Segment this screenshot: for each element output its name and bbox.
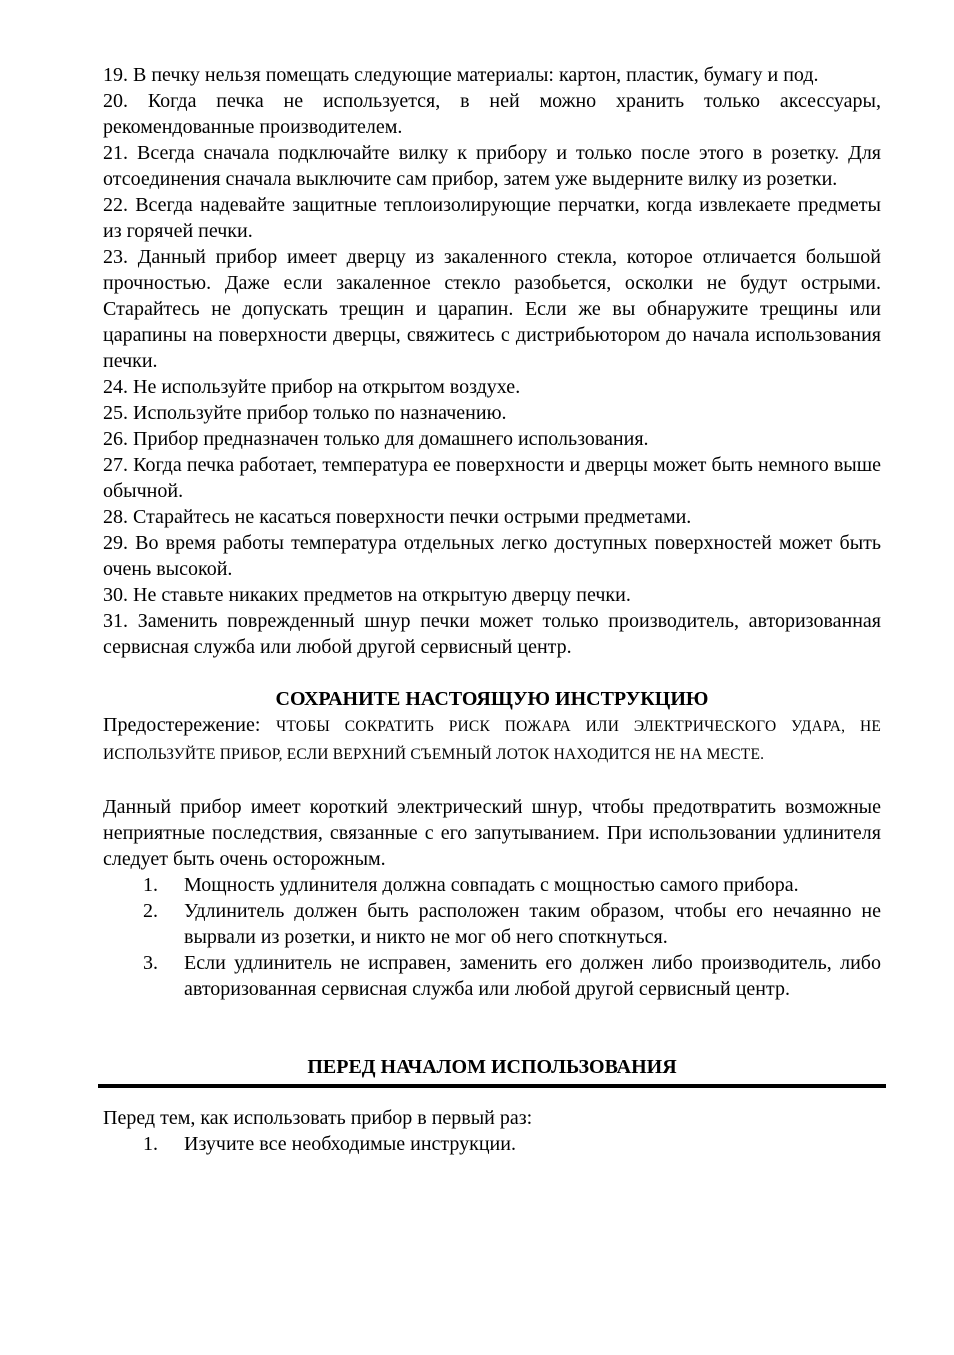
safety-item-19: 19. В печку нельзя помещать следующие материалы: картон, пластик, бумагу и под. <box>103 64 819 86</box>
list-item <box>103 1131 881 1157</box>
list-text: Если удлинитель не исправен, заменить его должен либо производитель, либо авторизованная сервисная служба или любой другой сервисный центр. <box>184 952 881 1000</box>
list-number: 1. <box>143 1133 158 1155</box>
list-item <box>103 898 881 950</box>
safety-item-23: 23. Данный прибор имеет дверцу из закаленного стекла, которое отличается большой прочностью. Даже если закаленное стекло разобьется, осколки не будут острыми. Старайтесь не допускать трещин и царапин. Если же вы обнаружите трещины или царапины на поверхности дверцы, свяжитесь с дистрибьютором до начала использования печки. <box>103 246 881 372</box>
safety-item-30: 30. Не ставьте никаких предметов на открытую дверцу печки. <box>103 584 631 606</box>
before-use-heading: ПЕРЕД НАЧАЛОМ ИСПОЛЬЗОВАНИЯ <box>307 1056 677 1078</box>
caution-label: Предостережение: <box>103 714 261 736</box>
safety-item-22: 22. Всегда надевайте защитные теплоизолирующие перчатки, когда извлекаете предметы из горячей печки. <box>103 194 881 242</box>
cord-list <box>103 872 881 1002</box>
list-item <box>103 950 881 1002</box>
list-number: 1. <box>143 874 158 896</box>
cord-intro-paragraph: Данный прибор имеет короткий электрический шнур, чтобы предотвратить возможные неприятные последствия, связанные с его запутыванием. При использовании удлинителя следует быть очень осторожным. <box>103 796 881 870</box>
before-use-intro: Перед тем, как использовать прибор в первый раз: <box>103 1107 533 1129</box>
safety-item-24: 24. Не используйте прибор на открытом воздухе. <box>103 376 521 398</box>
safety-item-31: 31. Заменить поврежденный шнур печки может только производитель, авторизованная сервисная служба или любой другой сервисный центр. <box>103 610 881 658</box>
caution-text: ЧТОБЫ СОКРАТИТЬ РИСК ПОЖАРА ИЛИ ЭЛЕКТРИЧЕСКОГО УДАРА, НЕ ИСПОЛЬЗУЙТЕ ПРИБОР, ЕСЛИ ВЕРХНИЙ СЪЕМНЫЙ ЛОТОК НАХОДИТСЯ НЕ НА МЕСТЕ. <box>103 718 882 763</box>
safety-item-27: 27. Когда печка работает, температура ее поверхности и дверцы может быть немного выше обычной. <box>103 454 881 502</box>
list-number: 3. <box>143 952 158 974</box>
list-text: Изучите все необходимые инструкции. <box>184 1133 516 1155</box>
list-number: 2. <box>143 900 158 922</box>
list-text: Мощность удлинителя должна совпадать с мощностью самого прибора. <box>184 874 799 896</box>
heading-divider <box>98 1084 886 1088</box>
safety-item-20: 20. Когда печка не используется, в ней можно хранить только аксессуары, рекомендованные производителем. <box>103 90 881 138</box>
list-item <box>103 872 881 898</box>
caution-paragraph <box>103 712 881 768</box>
safety-item-26: 26. Прибор предназначен только для домашнего использования. <box>103 428 649 450</box>
safety-item-21: 21. Всегда сначала подключайте вилку к прибору и только после этого в розетку. Для отсоединения сначала выключите сам прибор, затем уже выдерните вилку из розетки. <box>103 142 881 190</box>
safety-item-25: 25. Используйте прибор только по назначению. <box>103 402 507 424</box>
safety-item-28: 28. Старайтесь не касаться поверхности печки острыми предметами. <box>103 506 692 528</box>
before-use-list <box>103 1131 881 1157</box>
safety-item-29: 29. Во время работы температура отдельных легко доступных поверхностей может быть очень высокой. <box>103 532 881 580</box>
document-page <box>103 62 881 1157</box>
save-instructions-heading: СОХРАНИТЕ НАСТОЯЩУЮ ИНСТРУКЦИЮ <box>275 688 709 710</box>
list-text: Удлинитель должен быть расположен таким образом, чтобы его нечаянно не вырвали из розетки, и никто не мог об него споткнуться. <box>184 900 881 948</box>
